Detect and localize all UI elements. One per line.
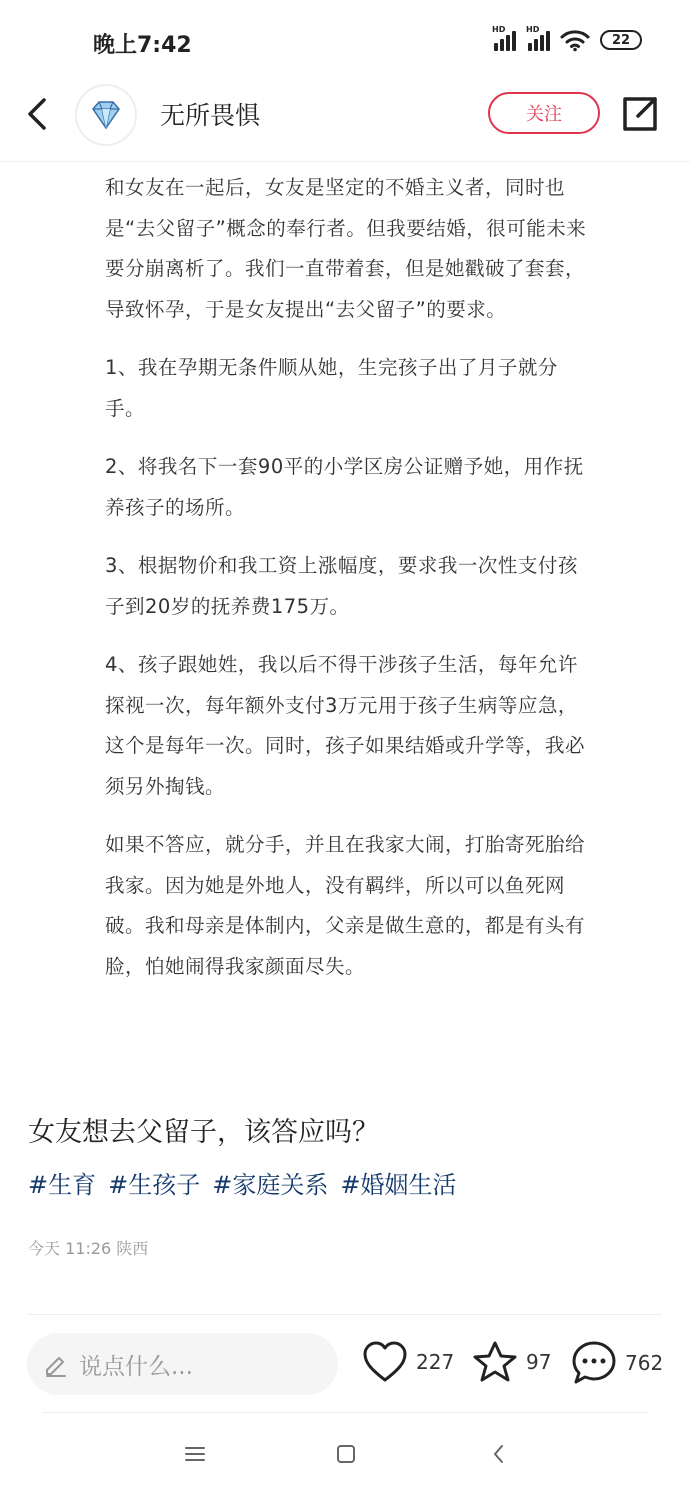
tag-list [28,1165,456,1200]
signal-icon-1: HD [492,29,516,51]
article-paragraph: 和女友在一起后，女友是坚定的不婚主义者，同时也是“去父留子”概念的奉行者。但我要结婚，很可能未来要分崩离析了。我们一直带着套，但是她戳破了套套，导致怀孕，于是女友提出“去父留子”的要求。 [105,176,587,321]
system-nav-bar [0,1430,690,1478]
avatar[interactable] [75,84,137,146]
signal-icon-2: HD [526,29,550,51]
pencil-icon [43,1351,69,1377]
heart-icon [362,1340,408,1384]
comment-placeholder: 说点什么... [79,1353,193,1380]
tag-link[interactable]: #婚姻生活 [340,1171,457,1199]
comment-count: 762 [625,1351,664,1375]
user-name[interactable]: 无所畏惧 [160,101,261,130]
back-arrow-icon[interactable] [22,94,52,134]
menu-icon[interactable] [181,1440,209,1468]
status-icons [492,25,642,52]
article-paragraph: 1、我在孕期无条件顺从她，生完孩子出了月子就分手。 [105,356,558,420]
star-icon [472,1340,518,1384]
tag-link[interactable]: #生育 [28,1171,97,1199]
nav-back-icon[interactable] [485,1440,513,1468]
status-bar [0,0,690,84]
header-divider [0,161,690,162]
article-paragraph: 2、将我名下一套90平的小学区房公证赠予她，用作抚养孩子的场所。 [105,455,584,519]
like-count: 227 [416,1350,455,1374]
like-button[interactable] [362,1340,454,1384]
post-meta: 今天 11:26 陕西 [28,1239,149,1258]
collect-count: 97 [526,1350,552,1374]
comment-button[interactable] [571,1340,663,1386]
home-square-icon[interactable] [332,1440,360,1468]
wifi-icon [560,28,590,52]
comment-input[interactable] [27,1333,338,1395]
post-title: 女友想去父留子，该答应吗？ [28,1117,379,1148]
nav-divider [42,1412,648,1413]
article-paragraph: 如果不答应，就分手，并且在我家大闹，打胎寄死胎给我家。因为她是外地人，没有羁绊，所以可以鱼死网破。我和母亲是体制内，父亲是做生意的，都是有头有脸，怕她闹得我家颜面尽失。 [105,833,586,978]
post-header [0,84,690,162]
follow-button[interactable]: 关注 [488,92,600,134]
collect-button[interactable] [472,1340,551,1384]
tag-link[interactable]: #生孩子 [108,1171,201,1199]
tag-link[interactable]: #家庭关系 [212,1171,329,1199]
status-time: 晚上7:42 [93,33,192,58]
article-paragraph: 3、根据物价和我工资上涨幅度，要求我一次性支付孩子到20岁的抚养费175万。 [105,554,578,618]
share-icon[interactable] [620,94,660,134]
article-body [105,168,595,1005]
article-paragraph: 4、孩子跟她姓，我以后不得干涉孩子生活，每年允许探视一次，每年额外支付3万元用于孩子生病等应急，这个是每年一次。同时，孩子如果结婚或升学等，我必须另外掏钱。 [105,653,586,798]
chat-bubble-icon [571,1340,617,1386]
diamond-icon [89,100,123,130]
battery-icon: 22 [600,30,642,50]
footer-divider [28,1314,662,1315]
